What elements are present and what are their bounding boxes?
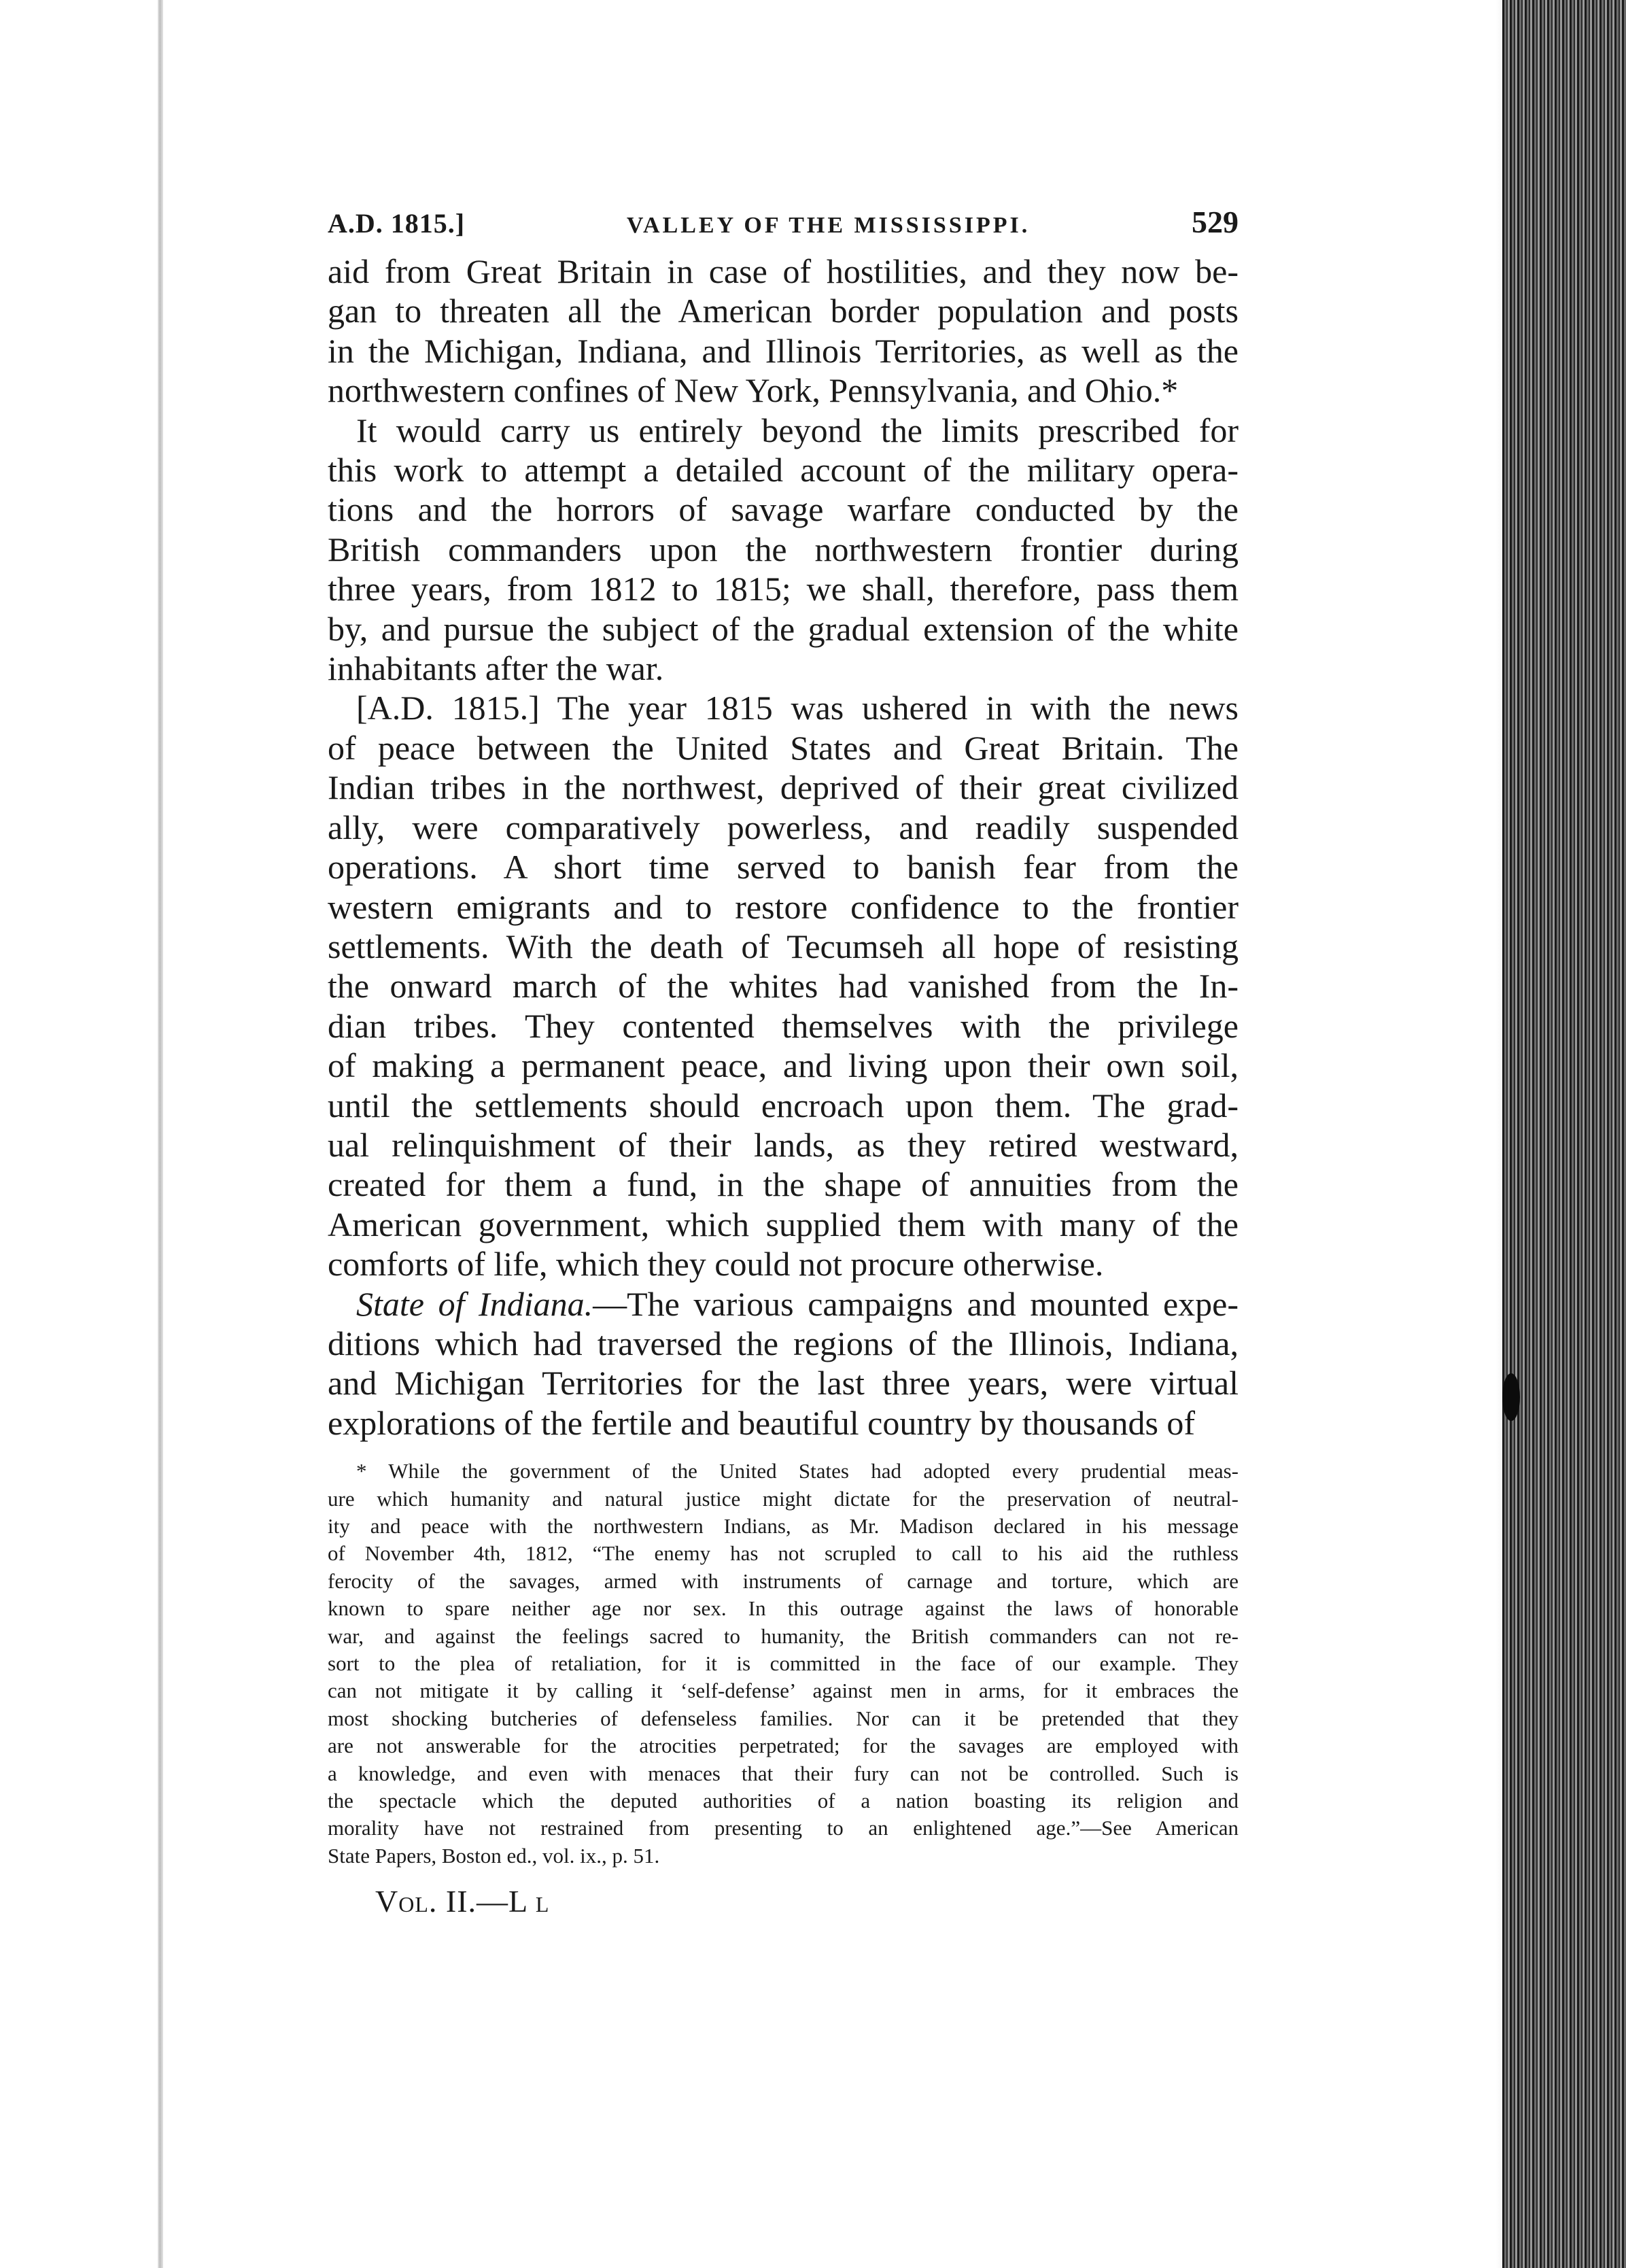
running-head-title: VALLEY OF THE MISSISSIPPI.	[626, 213, 1031, 238]
page-content	[328, 204, 1239, 1919]
paragraph-line: three years, from 1812 to 1815; we shall, therefore, pass them	[328, 570, 1239, 608]
paragraph-line: inhabitants after the war.	[328, 649, 664, 688]
paragraph-line: ally, were comparatively powerless, and readily suspended	[328, 808, 1239, 846]
signature-mark: Vol. II.—L l	[375, 1884, 550, 1919]
gutter-shadow	[158, 0, 163, 2268]
paragraph-line: aid from Great Britain in case of hostilities, and they now be-	[328, 252, 1239, 290]
page-edge-ink-mark	[1502, 1373, 1520, 1421]
footnote-line: the spectacle which the deputed authorities of a nation boasting its religion and	[328, 1789, 1239, 1813]
footnote-line: can not mitigate it by calling it ‘self-defense’ against men in arms, for it embraces the	[328, 1679, 1239, 1703]
paragraph-line: western emigrants and to restore confidence to the frontier	[328, 887, 1239, 926]
paragraph-line: and Michigan Territories for the last three years, were virtual	[328, 1364, 1239, 1403]
paragraph-line	[328, 1284, 1239, 1324]
paragraph-line: tions and the horrors of savage warfare conducted by the	[328, 490, 1239, 529]
footnote	[328, 1458, 1239, 1870]
footnote-line: most shocking butcheries of defenseless families. Nor can it be pretended that they	[328, 1706, 1239, 1730]
footnote-line: of November 4th, 1812, “The enemy has not scrupled to call to his aid the ruthless	[328, 1541, 1239, 1566]
paragraph-line: until the settlements should encroach upon them. The grad-	[328, 1086, 1239, 1124]
paragraph-line: British commanders upon the northwestern frontier during	[328, 530, 1239, 568]
footnote-line: State Papers, Boston ed., vol. ix., p. 51.	[328, 1843, 660, 1868]
body-text	[328, 252, 1239, 1443]
paragraph-line: explorations of the fertile and beautiful country by thousands of	[328, 1403, 1196, 1442]
footnote-line: known to spare neither age nor sex. In this outrage against the laws of honorable	[328, 1596, 1239, 1621]
paragraph-line: It would carry us entirely beyond the limits prescribed for	[356, 411, 1239, 449]
footnote-line: ure which humanity and natural justice might dictate for the preservation of neutral-	[328, 1486, 1239, 1511]
footnote-line: a knowledge, and even with menaces that their fury can not be controlled. Such is	[328, 1761, 1239, 1785]
paragraph-line: northwestern confines of New York, Pennsylvania, and Ohio.*	[328, 371, 1179, 410]
footnote-line: * While the government of the United States had adopted every prudential meas-	[356, 1459, 1239, 1483]
footnote-line: war, and against the feelings sacred to humanity, the British commanders can not re-	[328, 1623, 1239, 1648]
paragraph-line: in the Michigan, Indiana, and Illinois Territories, as well as the	[328, 331, 1239, 370]
paragraph-line: of making a permanent peace, and living upon their own soil,	[328, 1046, 1239, 1085]
paragraph-line: of peace between the United States and Great Britain. The	[328, 728, 1239, 767]
footnote-line: sort to the plea of retaliation, for it is committed in the face of our example. They	[328, 1651, 1239, 1676]
running-head	[328, 204, 1239, 252]
paragraph-line: ual relinquishment of their lands, as they retired westward,	[328, 1125, 1239, 1164]
paragraph-line: gan to threaten all the American border population and posts	[328, 292, 1239, 330]
paragraph-line: settlements. With the death of Tecumseh all hope of resisting	[328, 927, 1239, 965]
book-page-edges	[1502, 0, 1626, 2268]
footnote-line: ferocity of the savages, armed with instruments of carnage and torture, which are	[328, 1568, 1239, 1593]
footnote-line: morality have not restrained from presenting to an enlightened age.”—See American	[328, 1816, 1239, 1840]
paragraph-line: operations. A short time served to banish fear from the	[328, 848, 1239, 887]
footnote-line: are not answerable for the atrocities perpetrated; for the savages are employed with	[328, 1734, 1239, 1758]
paragraph-line: ditions which had traversed the regions of the Illinois, Indiana,	[328, 1324, 1239, 1362]
paragraph-line: by, and pursue the subject of the gradual extension of the white	[328, 609, 1239, 648]
paragraph-line: American government, which supplied them with many of the	[328, 1205, 1239, 1243]
footnote-line: ity and peace with the northwestern Indians, as Mr. Madison declared in his message	[328, 1514, 1239, 1538]
paragraph-line: this work to attempt a detailed account of the military opera-	[328, 451, 1239, 489]
paragraph-line: Indian tribes in the northwest, deprived of their great civilized	[328, 768, 1239, 807]
paragraph-line: created for them a fund, in the shape of annuities from the	[328, 1165, 1239, 1204]
running-head-date: A.D. 1815.]	[328, 208, 466, 239]
paragraph-line: the onward march of the whites had vanished from the In-	[328, 967, 1239, 1006]
side-heading: State of Indiana.	[356, 1284, 593, 1323]
paragraph-line: dian tribes. They contented themselves with the privilege	[328, 1006, 1239, 1045]
paragraph-line: [A.D. 1815.] The year 1815 was ushered in with the news	[356, 689, 1239, 727]
side-heading-rest: —The various campaigns and mounted expe-	[593, 1284, 1239, 1323]
page-number: 529	[1191, 205, 1239, 239]
paragraph-line: comforts of life, which they could not procure otherwise.	[328, 1245, 1104, 1284]
